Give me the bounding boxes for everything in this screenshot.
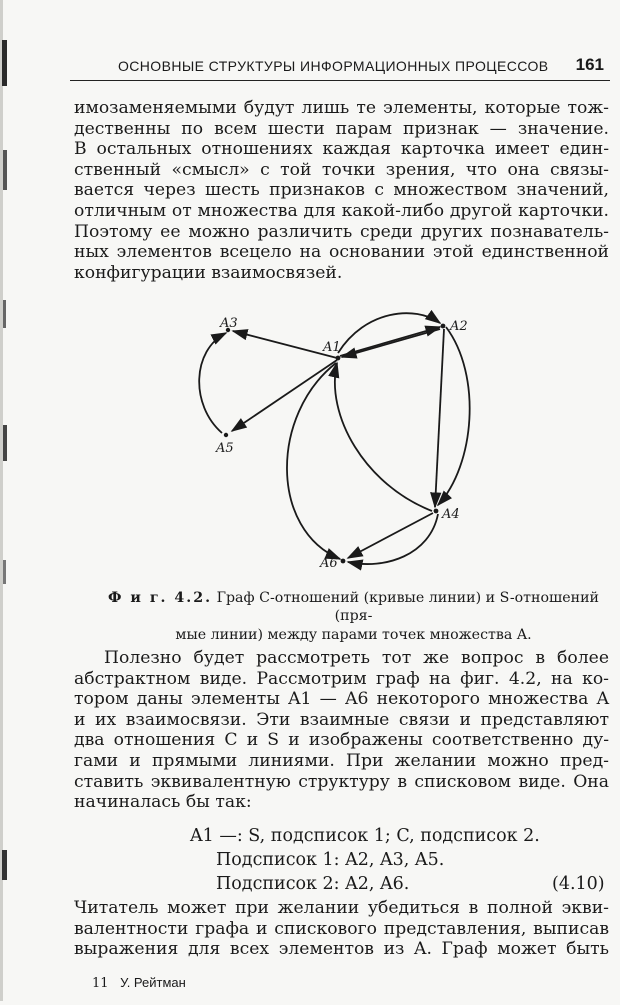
footer-author: У. Рейтман xyxy=(120,975,186,990)
arc-a1-a6 xyxy=(287,363,340,559)
text-line: отличным от множества для какой-либо другой карточки. xyxy=(74,200,609,221)
text-line: гами и прямыми линиями. При желании можно пред- xyxy=(74,750,609,771)
page-number: 161 xyxy=(575,55,604,74)
text-line: вается через шесть признаков с множеством значений, xyxy=(74,180,609,201)
text-line: В остальных отношениях каждая карточка имеет един- xyxy=(74,139,609,160)
node-a2 xyxy=(441,324,446,329)
node-a6 xyxy=(341,559,346,564)
text-line: ставить эквивалентную структуру в списковом виде. Она xyxy=(74,771,609,792)
label-a2: A2 xyxy=(450,319,468,334)
running-header xyxy=(70,54,610,81)
label-a5: A5 xyxy=(216,441,234,456)
paragraph-1 xyxy=(74,98,609,283)
edge-a1-a3 xyxy=(233,331,337,358)
text-line: начиналась бы так: xyxy=(74,792,252,813)
node-a1 xyxy=(336,356,341,361)
text-line: имозаменяемыми будут лишь те элементы, которые тож- xyxy=(74,98,609,118)
formula-line-2: Подсписок 1: A2, A3, A5. xyxy=(216,850,445,870)
text-line: дественны по всем шести парам признак — значение. xyxy=(74,118,609,139)
label-a3: A3 xyxy=(220,316,238,331)
caption-line-2: мые линии) между парами точек множества A. xyxy=(175,626,532,643)
edge-a1-a5 xyxy=(232,360,337,431)
graph-figure xyxy=(190,305,490,575)
figure-caption xyxy=(96,589,611,644)
arc-a4-a6 xyxy=(348,514,438,564)
text-line: выражения для всех элементов из A. Граф может быть xyxy=(74,939,609,960)
text-line: Поэтому ее можно различить среди других познаватель- xyxy=(74,221,609,242)
paragraph-2 xyxy=(74,648,609,813)
arc-a5-a3 xyxy=(199,333,226,433)
running-title: ОСНОВНЫЕ СТРУКТУРЫ ИНФОРМАЦИОННЫХ ПРОЦЕССОВ xyxy=(118,58,549,74)
text-line: валентности графа и спискового представления, выписав xyxy=(74,918,609,939)
text-line: тором даны элементы A1 — A6 некоторого множества A xyxy=(74,689,609,710)
label-a1: A1 xyxy=(323,340,341,355)
edge-a2-a1 xyxy=(342,329,440,357)
sheet-number: 11 xyxy=(92,976,109,991)
caption-line-1: Граф C-отношений (кривые линии) и S-отношений (пря- xyxy=(216,590,599,625)
formula-line-3: Подсписок 2: A2, A6. xyxy=(216,874,410,894)
edge-a1-a2 xyxy=(340,327,440,356)
text-line: два отношения C и S и изображены соответственно ду- xyxy=(74,730,609,751)
arc-a4-a1 xyxy=(335,363,432,511)
text-line: абстрактном виде. Рассмотрим граф на фиг. 4.2, на ко- xyxy=(74,668,609,689)
page-footer xyxy=(92,975,186,991)
paragraph-3 xyxy=(74,898,609,960)
text-line: Полезно будет рассмотреть тот же вопрос в более xyxy=(104,648,609,668)
node-a5 xyxy=(224,433,228,437)
caption-label: Ф и г. 4.2. xyxy=(108,590,213,606)
text-line: ственный «смысл» с той точки зрения, что она связы- xyxy=(74,159,609,180)
page-edge-marks xyxy=(0,0,12,1001)
text-line: и их взаимосвязи. Эти взаимные связи и представляют xyxy=(74,709,609,730)
edge-a2-a4 xyxy=(435,329,444,507)
text-line: ных элементов всецело на основании этой единственной xyxy=(74,242,609,263)
label-a6: A6 xyxy=(320,556,338,571)
node-a4 xyxy=(434,509,439,514)
text-line: конфигурации взаимосвязей. xyxy=(74,262,343,283)
label-a4: A4 xyxy=(442,507,460,522)
formula-line-1: A1 —: S, подсписок 1; C, подсписок 2. xyxy=(190,826,540,846)
equation-number: (4.10) xyxy=(552,874,605,894)
text-line: Читатель может при желании убедиться в полной экви- xyxy=(74,898,609,918)
edge-a4-a6 xyxy=(348,513,433,558)
